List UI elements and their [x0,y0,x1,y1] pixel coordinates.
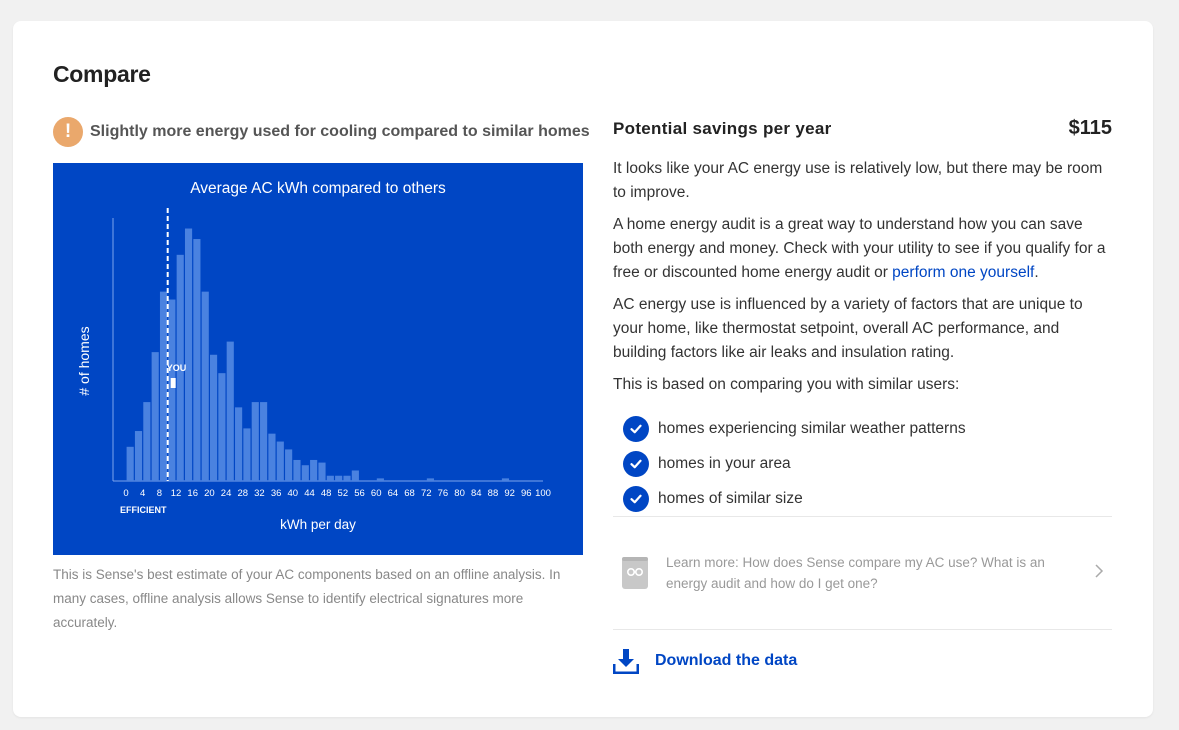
page-title: Compare [53,61,151,87]
x-tick-label: 68 [404,488,415,499]
list-item-label: homes in your area [658,454,791,472]
chart-bar [277,442,284,481]
chart-bar [193,239,200,481]
x-tick-label: 40 [287,488,299,499]
x-tick-label: 12 [170,488,182,499]
audit-text-end: . [1034,264,1039,281]
paragraph-comparison: This is based on comparing you with similar users: [613,376,960,393]
chart-bar [302,465,309,481]
learn-more-link[interactable] [613,517,1112,629]
savings-value: $115 [1068,117,1112,139]
chart-title: Average AC kWh compared to others [190,180,446,197]
chart-bar [210,355,217,481]
x-tick-label: 48 [320,488,332,499]
y-axis-label: # of homes [76,326,92,396]
chart-bar [427,478,434,481]
x-tick-label: 92 [504,488,515,499]
list-item-label: homes of similar size [658,489,803,507]
chart-bar [502,478,509,481]
list-item [623,446,1112,481]
chart-bar [327,476,334,481]
chart-bar [310,460,317,481]
chart-bar [168,300,175,481]
x-tick-label: 32 [254,488,265,499]
you-marker-label: YOU [166,363,187,373]
chart-bar [143,402,150,481]
divider [613,629,1112,630]
paragraph-relative-low: It looks like your AC energy use is relatively low, but there may be room to improve. [613,160,1103,201]
chart-bar [160,292,167,481]
savings-label: Potential savings per year [613,119,832,138]
download-button[interactable] [613,648,1112,674]
x-tick-label: 56 [354,488,365,499]
chart-bar [318,463,325,481]
checkmark-icon [623,486,649,512]
comparison-list [623,411,1112,516]
paragraph-energy-audit [613,213,1112,285]
chart-bar [252,402,259,481]
x-tick-label: 80 [454,488,465,499]
x-tick-label: 88 [487,488,499,499]
chevron-right-icon [1094,563,1104,584]
chart-svg [53,163,583,555]
paragraph-factors: AC energy use is influenced by a variety of factors that are unique to your home, like thermostat setpoint, overall AC performance, and building factors like air leaks and insulation rating. [613,296,1083,361]
savings-row [613,117,1112,143]
x-tick-label: 20 [204,488,215,499]
x-tick-label: 52 [337,488,349,499]
x-axis-label: kWh per day [280,517,356,532]
chart-bar [293,460,300,481]
x-tick-label: 8 [156,488,163,499]
x-tick-label: 0 [123,488,129,499]
audit-text: A home energy audit is a great way to understand how you can save both energy and money. Check with your utility to see if you qualify for a free or discounted home energy audit or [613,216,1106,281]
learn-more-text: Learn more: How does Sense compare my AC use? What is an energy audit and how do I get one? [666,555,1045,591]
list-item [623,411,1112,446]
x-tick-label: 72 [420,488,432,499]
book-icon [621,556,649,590]
chart-bar [135,431,142,481]
chart-bar [202,292,209,481]
x-tick-label: 36 [270,488,282,499]
x-tick-label: 64 [387,488,399,499]
x-tick-label: 96 [521,488,532,499]
histogram-chart [53,163,583,555]
x-tick-label: 100 [535,488,551,499]
savings-panel [613,117,1112,674]
chart-bar [227,342,234,481]
x-tick-label: 4 [140,488,146,499]
x-tick-label: 60 [370,488,382,499]
checkmark-icon [623,416,649,442]
checkmark-icon [623,451,649,477]
warning-banner [53,117,590,147]
x-tick-label: 24 [220,488,232,499]
chart-bar [343,476,350,481]
chart-bar [335,476,342,481]
x-tick-label: 76 [437,488,449,499]
you-marker-indicator [171,378,176,388]
perform-audit-link[interactable]: perform one yourself [892,264,1035,281]
exclamation-icon: ! [53,117,83,147]
chart-bar [152,352,159,481]
chart-bar [268,434,275,481]
compare-card [13,21,1153,717]
chart-bar [235,407,242,481]
chart-bar [243,428,250,481]
chart-bar [377,478,384,481]
chart-bar [352,470,359,481]
x-tick-label: 84 [470,488,482,499]
list-item [623,481,1112,516]
efficient-annotation: EFFICIENT [120,505,167,515]
chart-caption: This is Sense's best estimate of your AC components based on an offline analysis. In many cases, offline analysis allows Sense to identify electrical signatures more accurately. [53,567,561,630]
list-item-label: homes experiencing similar weather patterns [658,419,966,437]
chart-bar [218,373,225,481]
x-tick-label: 16 [187,488,199,499]
chart-bar [260,402,267,481]
chart-bar [127,447,134,481]
download-label: Download the data [655,652,798,669]
chart-bar [285,449,292,481]
chart-bar [185,229,192,481]
download-icon [613,648,639,674]
x-tick-label: 44 [304,488,315,499]
warning-text: Slightly more energy used for cooling compared to similar homes [90,123,590,140]
x-tick-label: 28 [237,488,249,499]
